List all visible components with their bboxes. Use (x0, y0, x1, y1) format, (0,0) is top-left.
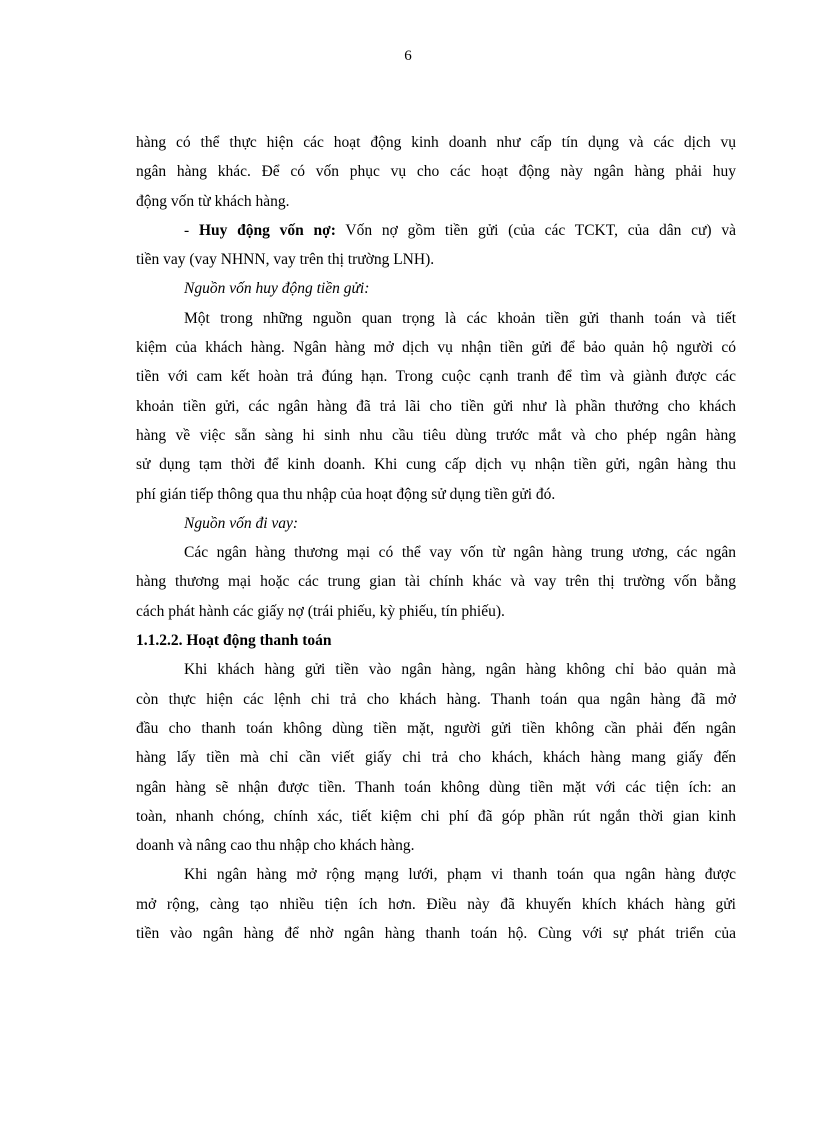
text-line: Một trong những nguồn quan trọng là các khoản tiền gửi thanh toán và tiết (184, 309, 736, 327)
subheading-nguon-von-di-vay: Nguồn vốn đi vay: (184, 514, 299, 532)
text-line: ngân hàng sẽ nhận được tiền. Thanh toán không dùng tiền mặt với các tiện ích: an (136, 778, 736, 796)
text-line: Các ngân hàng thương mại có thể vay vốn từ ngân hàng trung ương, các ngân (184, 544, 736, 562)
text-line: mở rộng, càng tạo nhiều tiện ích hơn. Điều này đã khuyến khích khách hàng gửi (136, 895, 736, 913)
section-heading: 1.1.2.2. Hoạt động thanh toán (136, 632, 332, 650)
text-line: hàng thương mại hoặc các trung gian tài chính khác và vay trên thị trường vốn bằng (136, 573, 736, 591)
term-huy-dong-von-no: Huy động vốn nợ: (198, 221, 336, 239)
text-line: hàng về việc sẵn sàng hi sinh nhu cầu tiêu dùng trước mắt và cho phép ngân hàng (136, 426, 736, 444)
text-line: Khi ngân hàng mở rộng mạng lưới, phạm vi thanh toán qua ngân hàng được (184, 866, 736, 884)
text-line: hàng lấy tiền mà chỉ cần viết giấy chi trả cho khách, khách hàng mang giấy đến (136, 749, 736, 767)
text-line: tiền vào ngân hàng để nhờ ngân hàng thanh toán hộ. Cùng với sự phát triển của (136, 925, 736, 943)
text-line: đầu cho thanh toán không dùng tiền mặt, người gửi tiền không cần phải đến ngân (136, 719, 736, 737)
dash: - (184, 221, 199, 239)
document-body (136, 128, 736, 948)
definition-text: Vốn nợ gồm tiền gửi (của các TCKT, của dân cư) và (335, 221, 736, 239)
text-line: phí gián tiếp thông qua thu nhập của hoạt động sử dụng tiền gửi đó. (136, 485, 556, 503)
text-line: Khi khách hàng gửi tiền vào ngân hàng, ngân hàng không chỉ bảo quản mà (184, 661, 736, 679)
text-line: hàng có thể thực hiện các hoạt động kinh doanh như cấp tín dụng và các dịch vụ (136, 134, 736, 151)
text-line: doanh và nâng cao thu nhập cho khách hàng. (136, 837, 415, 855)
text-line: toàn, nhanh chóng, chính xác, tiết kiệm chi phí đã góp phần rút ngắn thời gian kinh (136, 807, 736, 825)
page-number: 6 (404, 48, 412, 64)
text-line: tiền vay (vay NHNN, vay trên thị trường LNH). (136, 251, 435, 269)
text-line: sử dụng tạm thời để kinh doanh. Khi cung cấp dịch vụ nhận tiền gửi, ngân hàng thu (136, 456, 736, 474)
text-line: ngân hàng khác. Để có vốn phục vụ cho các hoạt động này ngân hàng phải huy (136, 163, 736, 181)
text-line (136, 216, 736, 245)
text-line: cách phát hành các giấy nợ (trái phiếu, kỳ phiếu, tín phiếu). (136, 602, 505, 620)
text-line: kiệm của khách hàng. Ngân hàng mở dịch vụ nhận tiền gửi để bảo quản hộ người có (136, 339, 736, 357)
text-line: tiền với cam kết hoàn trả đúng hạn. Trong cuộc cạnh tranh để tìm và giành được các (136, 368, 736, 386)
text-line: khoản tiền gửi, các ngân hàng đã trả lãi cho tiền gửi như là phần thưởng cho khách (136, 397, 736, 415)
text-line: còn thực hiện các lệnh chi trả cho khách hàng. Thanh toán qua ngân hàng đã mở (136, 690, 736, 708)
text-line: động vốn từ khách hàng. (136, 192, 290, 210)
subheading-nguon-von-tien-gui: Nguồn vốn huy động tiền gửi: (184, 280, 370, 298)
